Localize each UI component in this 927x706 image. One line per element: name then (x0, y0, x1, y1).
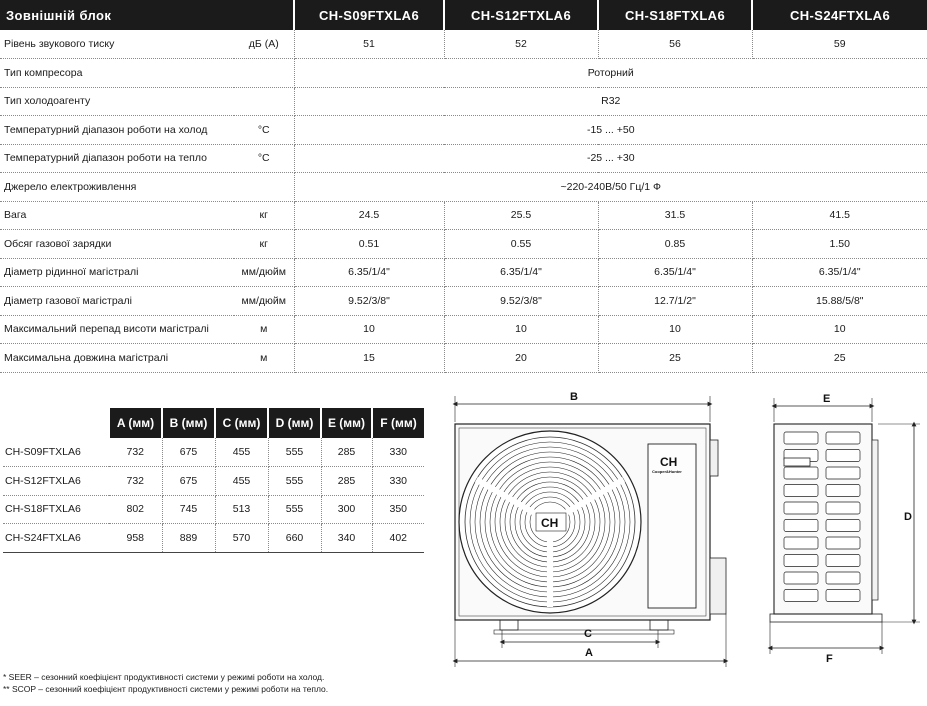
spec-value: 0.55 (444, 230, 598, 259)
spec-model-header: CH-S24FTXLA6 (752, 0, 927, 30)
label-f: F (826, 653, 833, 665)
dimension-b (455, 391, 710, 422)
dims-header-blank (3, 408, 109, 438)
spec-value: 20 (444, 344, 598, 373)
dims-value: 455 (215, 438, 268, 467)
spec-value: 0.51 (294, 230, 444, 259)
spec-value: 9.52/3/8" (444, 287, 598, 316)
outdoor-unit-drawing (430, 380, 927, 680)
dims-model-name: CH-S09FTXLA6 (3, 438, 109, 467)
spec-unit (234, 87, 294, 116)
unit-front-view (455, 424, 726, 634)
spec-param-label: Джерело електроживлення (0, 173, 234, 202)
dimension-c (502, 628, 658, 648)
dimension-e (774, 393, 872, 422)
spec-unit: м (234, 344, 294, 373)
spec-value: 10 (444, 315, 598, 344)
dims-row (3, 495, 424, 524)
spec-value: 25 (598, 344, 752, 373)
side-grille-slot (784, 432, 818, 444)
dims-value: 745 (162, 495, 215, 524)
spec-param-label: Обсяг газової зарядки (0, 230, 234, 259)
spec-param-label: Температурний діапазон роботи на холод (0, 116, 234, 145)
dims-value: 330 (372, 467, 424, 496)
spec-body (0, 30, 927, 372)
side-grille-slot (784, 537, 818, 549)
spec-param-label: Температурний діапазон роботи на тепло (0, 144, 234, 173)
spec-row (0, 315, 927, 344)
dims-value: 402 (372, 524, 424, 553)
side-grille-slot (826, 450, 860, 462)
side-grille-slot (826, 432, 860, 444)
spec-unit: кг (234, 230, 294, 259)
spec-value: 56 (598, 30, 752, 59)
spec-value: 0.85 (598, 230, 752, 259)
spec-value: 1.50 (752, 230, 927, 259)
side-grille-slot (826, 502, 860, 514)
spec-value: 6.35/1/4" (598, 258, 752, 287)
footnotes (3, 671, 328, 695)
dims-value: 675 (162, 467, 215, 496)
spec-value: 51 (294, 30, 444, 59)
dims-row (3, 467, 424, 496)
spec-merged-value: -25 ... +30 (294, 144, 927, 173)
spec-value: 25.5 (444, 201, 598, 230)
spec-model-header: CH-S12FTXLA6 (444, 0, 598, 30)
dims-body (3, 438, 424, 552)
dims-header-cell: F (мм) (372, 408, 424, 438)
dims-header-cell: E (мм) (321, 408, 372, 438)
spec-row (0, 116, 927, 145)
spec-unit (234, 59, 294, 88)
dims-header-row (3, 408, 424, 438)
spec-unit: °C (234, 144, 294, 173)
footnote-seer: * SEER – сезонний коефіцієнт продуктивності системи у режимі роботи на холод. (3, 672, 325, 682)
dims-value: 660 (268, 524, 321, 553)
dims-value: 350 (372, 495, 424, 524)
spec-value: 15 (294, 344, 444, 373)
dims-value: 889 (162, 524, 215, 553)
dims-value: 285 (321, 438, 372, 467)
label-e: E (823, 393, 831, 405)
dims-value: 732 (109, 438, 162, 467)
dimension-a (455, 614, 726, 667)
dims-value: 300 (321, 495, 372, 524)
spec-value: 24.5 (294, 201, 444, 230)
spec-unit (234, 173, 294, 202)
dims-header-cell: B (мм) (162, 408, 215, 438)
spec-value: 59 (752, 30, 927, 59)
spec-value: 15.88/5/8" (752, 287, 927, 316)
dims-value: 958 (109, 524, 162, 553)
spec-unit: дБ (А) (234, 30, 294, 59)
side-grille-slot (784, 502, 818, 514)
spec-row (0, 59, 927, 88)
spec-value: 52 (444, 30, 598, 59)
dims-header-cell: C (мм) (215, 408, 268, 438)
spec-merged-value: R32 (294, 87, 927, 116)
dims-model-name: CH-S12FTXLA6 (3, 467, 109, 496)
spec-row (0, 173, 927, 202)
spec-unit: мм/дюйм (234, 287, 294, 316)
footnote-scop: ** SCOP – сезонний коефіцієнт продуктивності системи у режимі роботи на тепло. (3, 684, 329, 694)
spec-value: 41.5 (752, 201, 927, 230)
spec-value: 12.7/1/2" (598, 287, 752, 316)
label-d: D (904, 511, 912, 523)
dims-value: 570 (215, 524, 268, 553)
dims-model-name: CH-S24FTXLA6 (3, 524, 109, 553)
spec-param-label: Тип холодоагенту (0, 87, 234, 116)
side-grille-slot (826, 520, 860, 532)
spec-merged-value: Роторний (294, 59, 927, 88)
side-grille-slot (784, 590, 818, 602)
side-grille-slot (784, 467, 818, 479)
spec-header-label: Зовнішній блок (0, 0, 294, 30)
spec-row (0, 287, 927, 316)
dims-value: 340 (321, 524, 372, 553)
spec-row (0, 230, 927, 259)
spec-merged-value: -15 ... +50 (294, 116, 927, 145)
spec-unit: м (234, 315, 294, 344)
unit-side-view (770, 424, 882, 622)
side-grille-slot (784, 485, 818, 497)
spec-model-header: CH-S09FTXLA6 (294, 0, 444, 30)
spec-param-label: Діаметр газової магістралі (0, 287, 234, 316)
dims-row (3, 524, 424, 553)
side-grille-slot (826, 485, 860, 497)
dims-row (3, 438, 424, 467)
spec-param-label: Максимальний перепад висоти магістралі (0, 315, 234, 344)
panel-logo-text: CH (660, 455, 678, 469)
hub-logo-text: CH (541, 516, 559, 530)
spec-merged-value: ~220-240В/50 Гц/1 Ф (294, 173, 927, 202)
dims-value: 555 (268, 438, 321, 467)
spec-row (0, 258, 927, 287)
label-b: B (570, 391, 578, 403)
side-grille-slot (826, 537, 860, 549)
dims-value: 555 (268, 495, 321, 524)
dims-value: 675 (162, 438, 215, 467)
dims-value: 555 (268, 467, 321, 496)
dims-value: 285 (321, 467, 372, 496)
dimension-d (878, 424, 920, 622)
spec-unit: °C (234, 116, 294, 145)
spec-value: 6.35/1/4" (294, 258, 444, 287)
spec-row (0, 30, 927, 59)
dims-header-cell: A (мм) (109, 408, 162, 438)
spec-param-label: Максимальна довжина магістралі (0, 344, 234, 373)
spec-value: 6.35/1/4" (444, 258, 598, 287)
spec-param-label: Діаметр рідинної магістралі (0, 258, 234, 287)
side-grille-slot (784, 555, 818, 567)
spec-value: 9.52/3/8" (294, 287, 444, 316)
spec-value: 10 (752, 315, 927, 344)
spec-row (0, 144, 927, 173)
dims-header-cell: D (мм) (268, 408, 321, 438)
side-grille-slot (826, 555, 860, 567)
spec-row (0, 201, 927, 230)
spec-unit: кг (234, 201, 294, 230)
spec-header-row (0, 0, 927, 30)
spec-value: 10 (598, 315, 752, 344)
dims-value: 455 (215, 467, 268, 496)
side-grille-slot (784, 572, 818, 584)
spec-value: 31.5 (598, 201, 752, 230)
panel-logo-subtext: Cooper&Hunter (652, 469, 682, 474)
spec-param-label: Тип компресора (0, 59, 234, 88)
dims-value: 802 (109, 495, 162, 524)
spec-value: 6.35/1/4" (752, 258, 927, 287)
spec-unit: мм/дюйм (234, 258, 294, 287)
side-grille-slot (826, 572, 860, 584)
label-c: C (584, 628, 592, 640)
side-grille-slot (826, 590, 860, 602)
spec-row (0, 87, 927, 116)
spec-param-label: Рівень звукового тиску (0, 30, 234, 59)
spec-param-label: Вага (0, 201, 234, 230)
side-grille-slot (826, 467, 860, 479)
side-grille-slot (784, 520, 818, 532)
dims-value: 330 (372, 438, 424, 467)
spec-row (0, 344, 927, 373)
spec-value: 10 (294, 315, 444, 344)
dimensions-table (3, 408, 424, 553)
label-a: A (585, 647, 593, 659)
dims-value: 732 (109, 467, 162, 496)
dims-value: 513 (215, 495, 268, 524)
dimension-f (770, 622, 882, 665)
dims-model-name: CH-S18FTXLA6 (3, 495, 109, 524)
spec-value: 25 (752, 344, 927, 373)
spec-model-header: CH-S18FTXLA6 (598, 0, 752, 30)
